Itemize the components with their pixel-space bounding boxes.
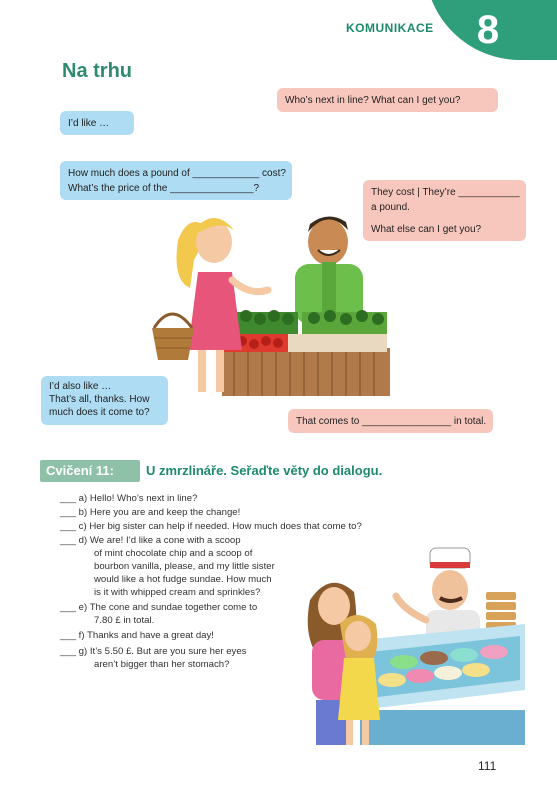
market-stall-illustration [150,200,395,398]
bubble-text: That’s all, thanks. How [49,394,150,405]
bubble-text: That comes to ________________ in total. [296,416,487,427]
exercise-item-g: ___ g) It’s 5.50 £. But are you sure her eyes [60,646,247,657]
bubble-pound-price [60,161,292,200]
page-title: Na trhu [62,60,132,82]
exercise-item-d: ___ d) We are! I’d like a cone with a scoop [60,535,241,546]
exercise-item-e: ___ e) The cone and sundae together come to [60,602,258,613]
exercise-item-f: ___ f) Thanks and have a great day! [60,630,214,641]
bubble-also-like [41,376,168,425]
exercise-item-d-cont: is it with whipped cream and sprinkles? [94,587,261,598]
unit-number: 8 [476,8,500,52]
exercise-title: U zmrzlináře. Seřaďte věty do dialogu. [146,463,383,478]
bubble-next-in-line [277,88,498,112]
bubble-text: I’d like … [68,118,110,129]
exercise-item-b: ___ b) Here you are and keep the change! [60,507,241,518]
exercise-item-d-cont: would like a hot fudge sundae. How much [94,574,272,585]
exercise-item-d-cont: bourbon vanilla, please, and my little sister [94,561,275,572]
section-label: KOMUNIKACE [346,21,434,35]
exercise-item-e-cont: 7.80 £ in total. [94,615,155,626]
bubble-text: They cost | They’re ___________ [371,187,520,198]
bubble-text: much does it come to? [49,407,150,418]
exercise-item-g-cont: aren’t bigger than her stomach? [94,659,230,670]
ice-cream-shop-illustration [300,540,525,745]
exercise-item-a: ___ a) Hello! Who’s next in line? [60,493,198,504]
bubble-text: Who’s next in line? What can I get you? [285,95,461,106]
exercise-number: Cvičení 11: [46,463,114,478]
bubble-i-like [60,111,134,135]
exercise-item-d-cont: of mint chocolate chip and a scoop of [94,548,253,559]
exercise-item-c: ___ c) Her big sister can help if needed. How much does that come to? [60,521,362,532]
bubble-text: I’d also like … [49,381,112,392]
bubble-comes-to [288,409,493,433]
bubble-text: How much does a pound of ____________ cost? [68,168,286,179]
bubble-text: What’s the price of the _______________? [68,183,260,194]
bubble-text: a pound. [371,202,410,213]
bubble-text: What else can I get you? [371,224,482,235]
page-number: 111 [478,759,497,773]
